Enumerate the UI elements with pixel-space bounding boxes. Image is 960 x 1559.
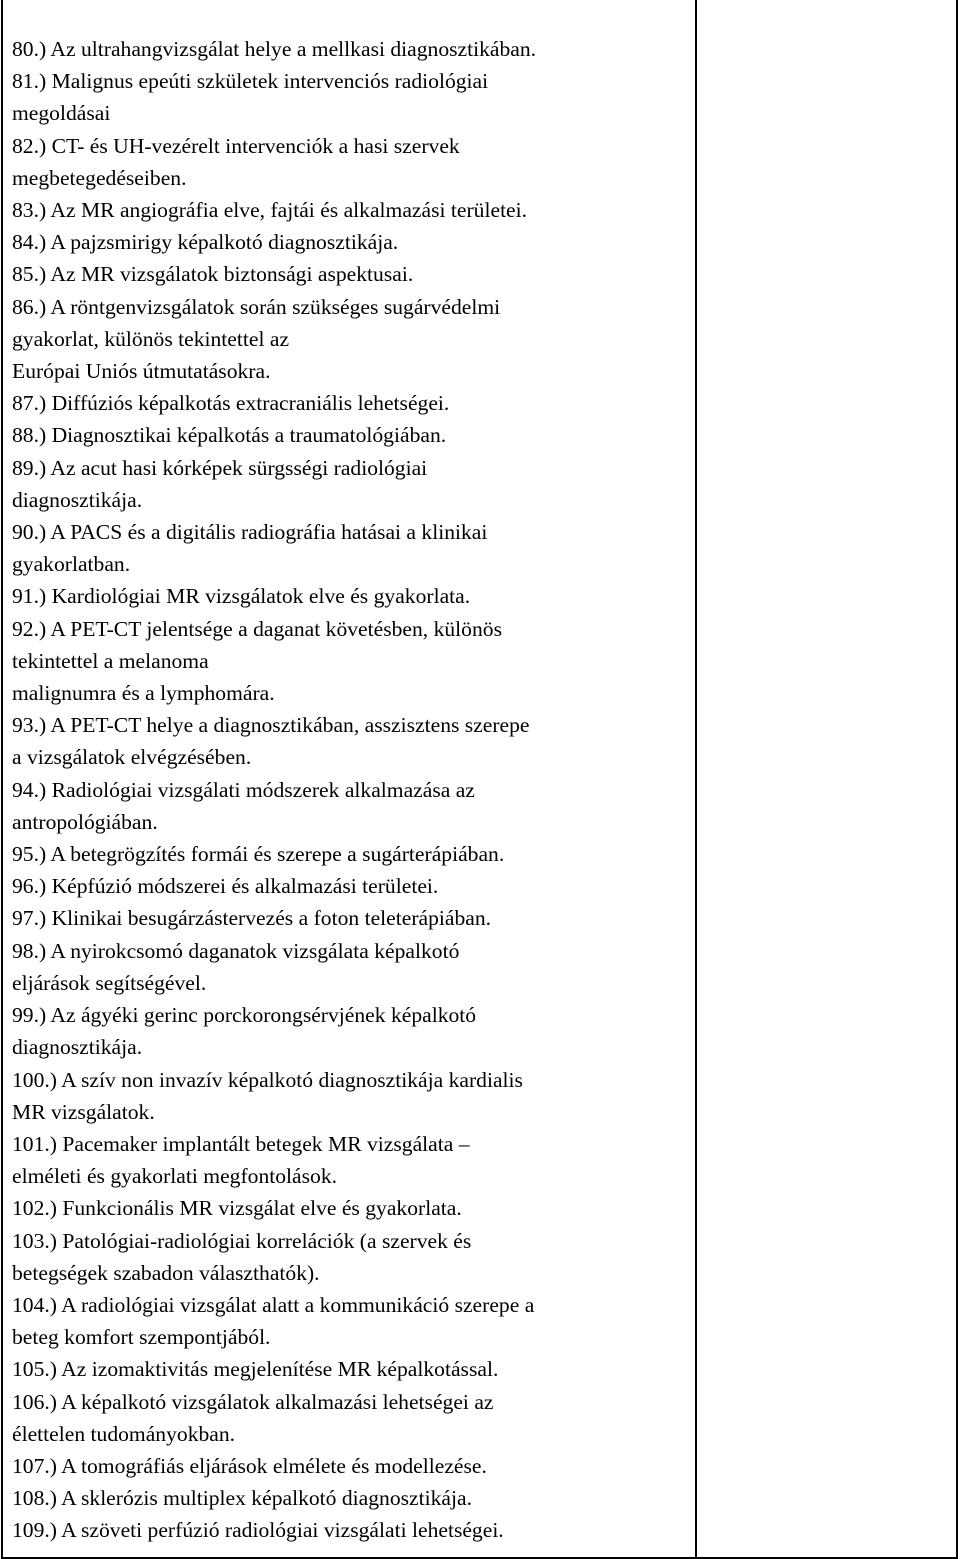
topic-line: megbetegedéseiben. [12, 165, 187, 190]
topic-line: élettelen tudományokban. [12, 1421, 236, 1446]
topic-line: 105.) Az izomaktivitás megjelenítése MR képalkotással. [12, 1357, 499, 1382]
topic-line: antropológiában. [12, 809, 158, 834]
topic-line: betegségek szabadon választhatók). [12, 1260, 320, 1285]
topic-line: 84.) A pajzsmirigy képalkotó diagnosztikája. [12, 230, 399, 255]
topic-line: 91.) Kardiológiai MR vizsgálatok elve és gyakorlata. [12, 584, 471, 609]
topic-line: 94.) Radiológiai vizsgálati módszerek alkalmazása az [12, 777, 475, 802]
topic-line: 100.) A szív non invazív képalkotó diagnosztikája kardialis [12, 1067, 523, 1092]
topic-line: 81.) Malignus epeúti szkületek intervenciós radiológiai [12, 69, 489, 94]
topic-line: 88.) Diagnosztikai képalkotás a traumatológiában. [12, 423, 447, 448]
topic-line: malignumra és a lymphomára. [12, 681, 275, 706]
topic-line: tekintettel a melanoma [12, 648, 209, 673]
table-column-divider [695, 0, 697, 1559]
topic-line: 97.) Klinikai besugárzástervezés a foton teleterápiában. [12, 906, 492, 931]
topic-line: 109.) A szöveti perfúzió radiológiai vizsgálati lehetségei. [12, 1518, 504, 1543]
topic-line: Európai Uniós útmutatásokra. [12, 359, 271, 384]
topic-line: 90.) A PACS és a digitális radiográfia hatásai a klinikai [12, 520, 488, 545]
topic-line: 99.) Az ágyéki gerinc porckorongsérvjének képalkotó [12, 1003, 477, 1028]
topic-line: diagnosztikája. [12, 487, 143, 512]
topic-line: 82.) CT- és UH-vezérelt intervenciók a hasi szervek [12, 133, 460, 158]
topic-line: 83.) Az MR angiográfia elve, fajtái és alkalmazási területei. [12, 198, 528, 223]
table-border-left [1, 0, 3, 1559]
topic-line: elméleti és gyakorlati megfontolások. [12, 1164, 338, 1189]
topic-line: 89.) Az acut hasi kórképek sürgsségi radiológiai [12, 455, 428, 480]
topic-line: 93.) A PET-CT helye a diagnosztikában, asszisztens szerepe [12, 713, 530, 738]
topic-line: 87.) Diffúziós képalkotás extracraniális lehetségei. [12, 391, 450, 416]
topic-line: a vizsgálatok elvégzésében. [12, 745, 252, 770]
topic-line: gyakorlatban. [12, 552, 131, 577]
topic-line: diagnosztikája. [12, 1035, 143, 1060]
topic-line: 106.) A képalkotó vizsgálatok alkalmazási lehetségei az [12, 1389, 494, 1414]
topic-line: 92.) A PET-CT jelentsége a daganat követésben, különös [12, 616, 502, 641]
topic-line: eljárások segítségével. [12, 970, 207, 995]
topic-line: 101.) Pacemaker implantált betegek MR vizsgálata – [12, 1131, 470, 1156]
topic-line: 86.) A röntgenvizsgálatok során szükséges sugárvédelmi [12, 294, 501, 319]
topic-line: 96.) Képfúzió módszerei és alkalmazási területei. [12, 874, 439, 899]
topic-line: 104.) A radiológiai vizsgálat alatt a kommunikáció szerepe a [12, 1292, 535, 1317]
topic-line: 107.) A tomográfiás eljárások elmélete és modellezése. [12, 1453, 487, 1478]
topic-line: 108.) A sklerózis multiplex képalkotó diagnosztikája. [12, 1486, 472, 1511]
topic-line: 95.) A betegrögzítés formái és szerepe a sugárterápiában. [12, 842, 505, 867]
topic-line: 102.) Funkcionális MR vizsgálat elve és gyakorlata. [12, 1196, 462, 1221]
table-border-right [956, 0, 958, 1559]
topic-line: MR vizsgálatok. [12, 1099, 155, 1124]
topic-line: 103.) Patológiai-radiológiai korrelációk (a szervek és [12, 1228, 472, 1253]
topic-line: 98.) A nyirokcsomó daganatok vizsgálata képalkotó [12, 938, 460, 963]
topic-line: beteg komfort szempontjából. [12, 1325, 271, 1350]
topic-list [12, 33, 692, 1547]
topic-line: megoldásai [12, 101, 111, 126]
topic-line: gyakorlat, különös tekintettel az [12, 326, 290, 351]
topic-line: 85.) Az MR vizsgálatok biztonsági aspektusai. [12, 262, 414, 287]
topic-line: 80.) Az ultrahangvizsgálat helye a mellkasi diagnosztikában. [12, 37, 537, 61]
